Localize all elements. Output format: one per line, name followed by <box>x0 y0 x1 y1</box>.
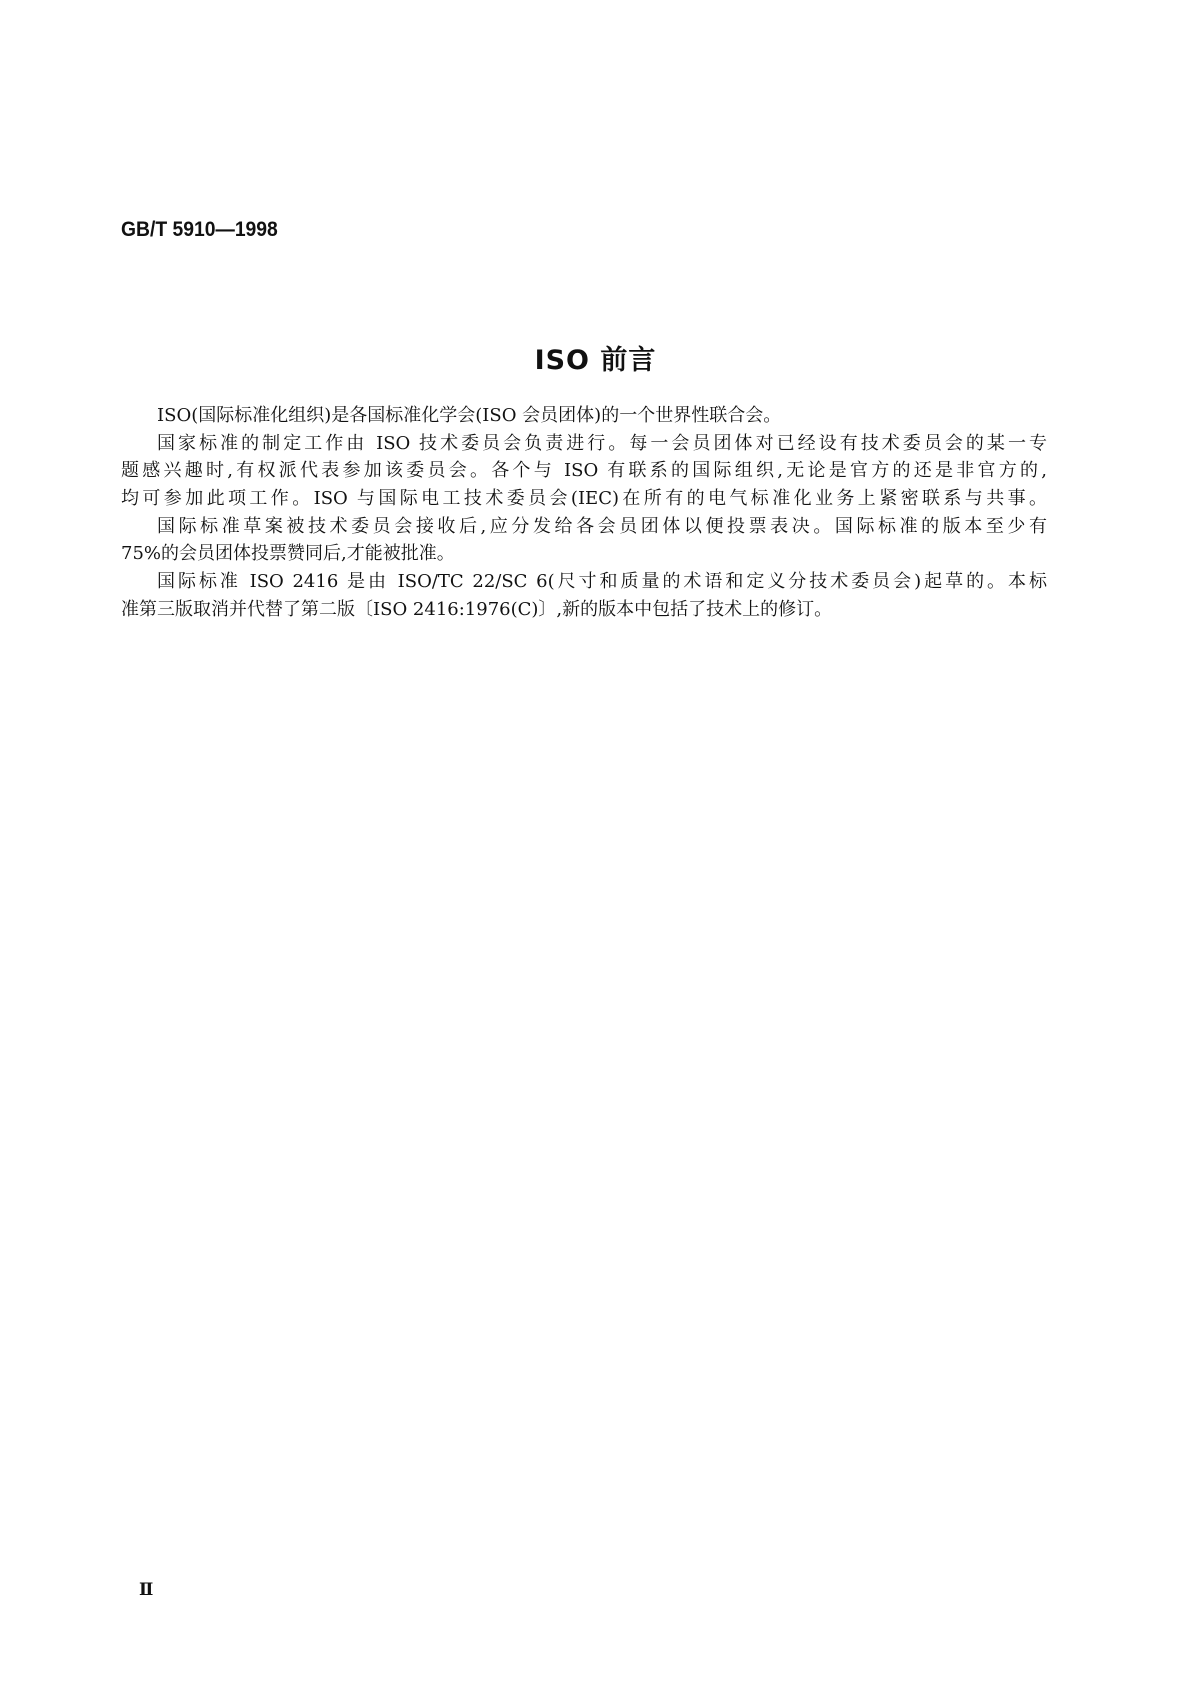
paragraph-line: 均可参加此项工作。ISO 与国际电工技术委员会(IEC)在所有的电气标准化业务上紧密联系与共事。 <box>121 488 1047 510</box>
standard-code: GB/T 5910—1998 <box>121 218 278 241</box>
paragraph-line: 国家标准的制定工作由 ISO 技术委员会负责进行。每一会员团体对已经设有技术委员会的某一专 <box>157 432 1047 454</box>
page-title: ISO 前言 <box>534 345 657 376</box>
paragraph-line: ISO(国际标准化组织)是各国标准化学会(ISO 会员团体)的一个世界性联合会。 <box>157 405 782 426</box>
paragraph-line: 题感兴趣时,有权派代表参加该委员会。各个与 ISO 有联系的国际组织,无论是官方的还是非官方的, <box>121 460 1047 482</box>
paragraph-line: 国际标准草案被技术委员会接收后,应分发给各会员团体以便投票表决。国际标准的版本至少有 <box>157 515 1047 537</box>
page-number: Ⅱ <box>139 1580 154 1600</box>
paragraph-line: 准第三版取消并代替了第二版〔ISO 2416:1976(C)〕,新的版本中包括了技术上的修订。 <box>121 598 833 620</box>
paragraph-line: 国际标准 ISO 2416 是由 ISO/TC 22/SC 6(尺寸和质量的术语和定义分技术委员会)起草的。本标 <box>157 571 1047 593</box>
foreword-body <box>121 402 1047 624</box>
paragraph-line: 75%的会员团体投票赞同后,才能被批准。 <box>121 543 455 565</box>
